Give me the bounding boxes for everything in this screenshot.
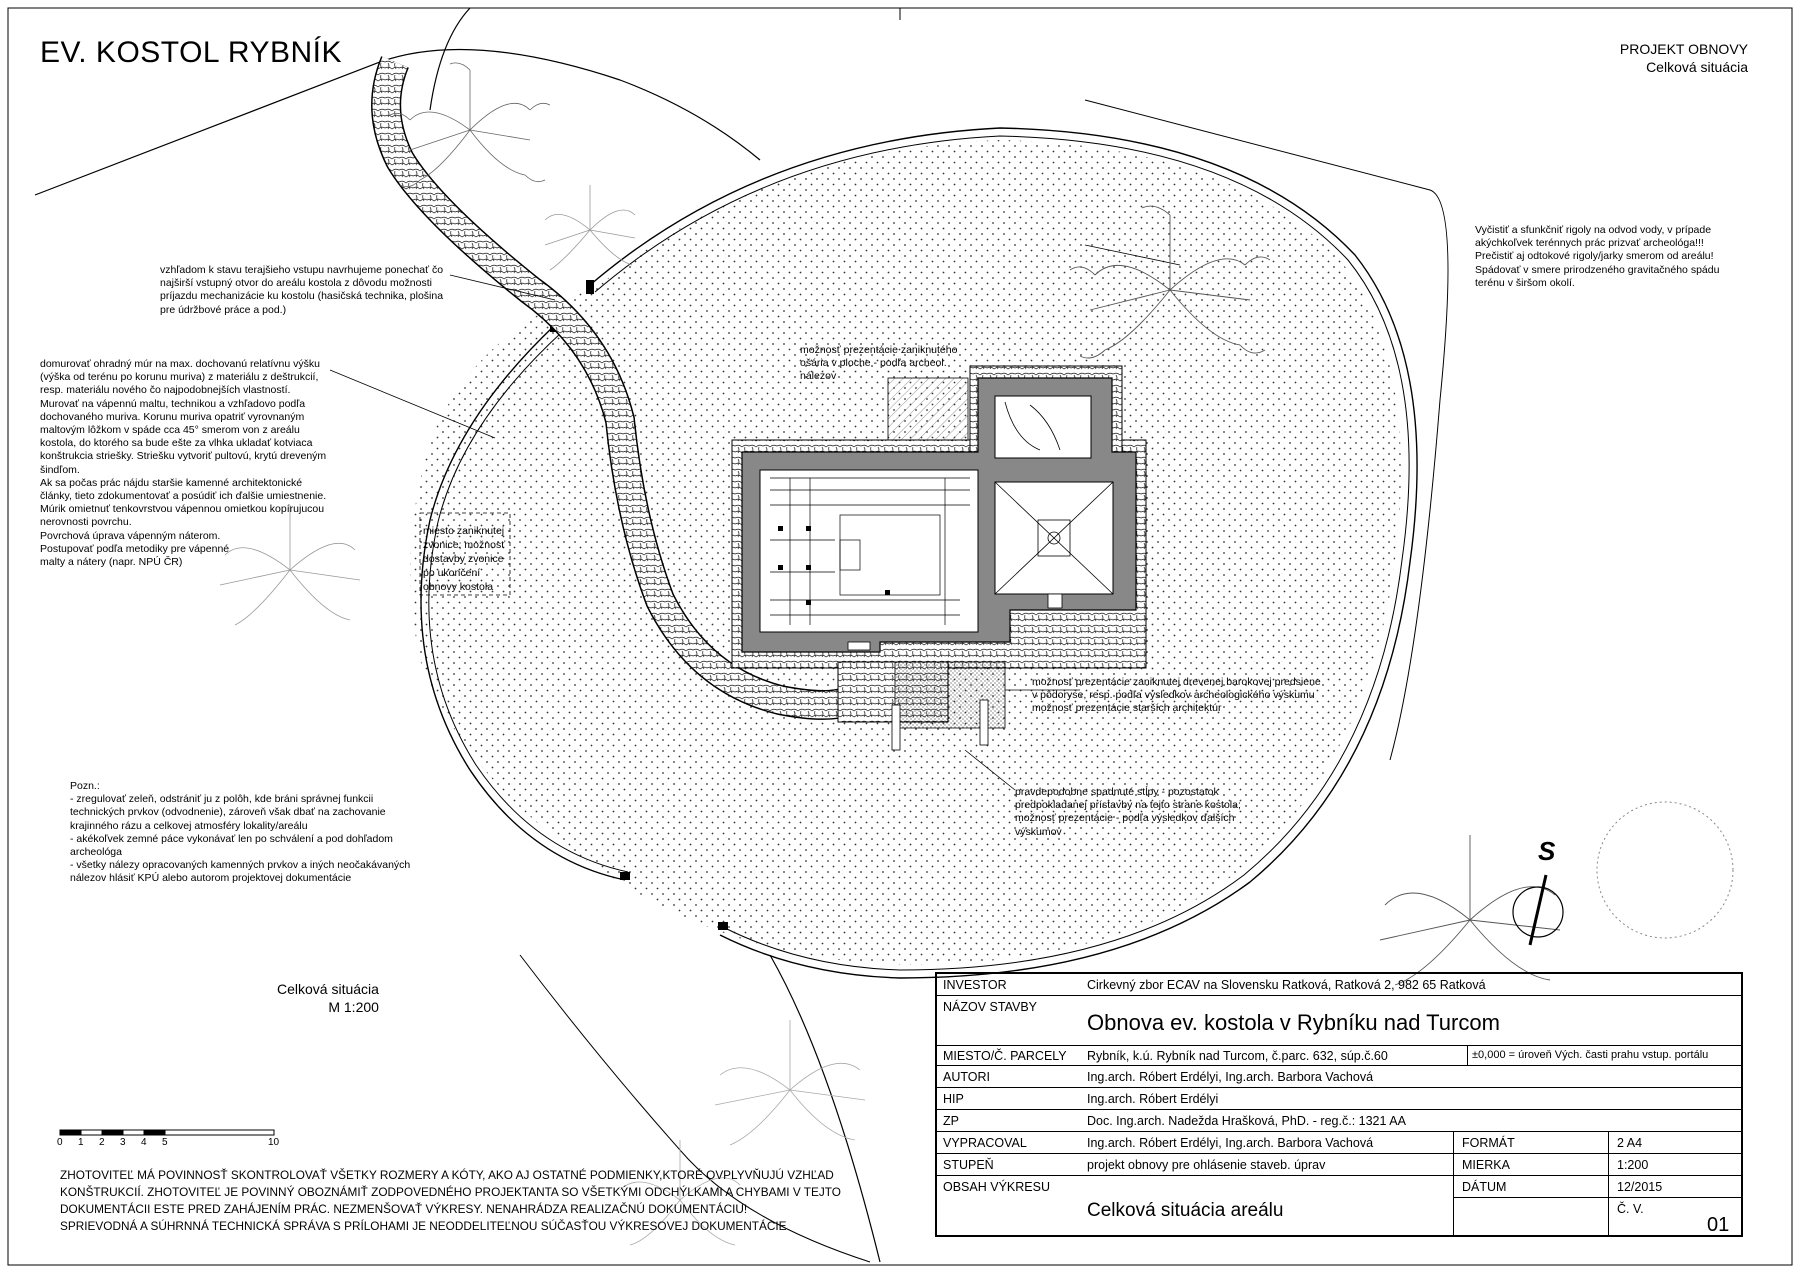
tb-label: STUPEŇ [943,1158,994,1172]
disclaimer-line: ZHOTOVITEĽ MÁ POVINNOSŤ SKONTROLOVAŤ VŠETKY ROZMERY A KÓTY, AKO AJ OSTATNÉ PODMIENKY,KTORÉ OVPLYVŇUJÚ VZHĽAD [60,1168,834,1182]
project-line-1: PROJEKT OBNOVY [1619,41,1748,57]
tree [715,1020,865,1145]
note-line: po ukončení [423,567,481,579]
note-line: pre údržbové práce a pod.) [160,303,287,316]
tb-label: MIERKA [1462,1158,1510,1172]
note-line: predpokladanej prístavby na tejto strane kostola; [1015,799,1241,812]
tb-label: ZP [943,1114,959,1128]
note-line: archeológa [70,846,122,859]
project-label [1620,40,1748,76]
note-line: možnosť prezentácie starších architektúr [1032,702,1222,715]
shed-area [888,378,968,440]
tb-value: Doc. Ing.arch. Nadežda Hrašková, PhD. - reg.č.: 1321 AA [1087,1114,1406,1128]
tower-door [1048,594,1062,608]
note-line: šindľom. [40,463,80,476]
note-line: obnovy kostola [423,581,494,593]
tb-value: Rybník, k.ú. Rybník nad Turcom, č.parc. 632, súp.č.60 [1087,1049,1388,1063]
tb-label: OBSAH VÝKRESU [943,1180,1050,1194]
tb-label: AUTORI [943,1070,990,1084]
tb-value: Ing.arch. Róbert Erdélyi, Ing.arch. Barbora Vachová [1087,1070,1374,1084]
tb-level: ±0,000 = úroveň Vých. časti prahu vstup. portálu [1472,1049,1709,1061]
scale-tick: 4 [141,1137,147,1148]
tb-row-prepared [937,1132,1741,1154]
note-line: príjazdu mechanizácie ku kostolu (hasičská technika, plošina [160,290,444,303]
scale-tick: 0 [57,1137,63,1148]
fallen-pillar [980,700,988,745]
scale-tick: 10 [268,1137,280,1148]
note-line: Spádovať v smere prirodzeného gravitačného spádu [1475,263,1720,276]
note-line: resp. materiálu nového čo najpodobnejších vlastností. [40,384,291,397]
disclaimer-line: DOKUMENTÁCII ESTE PRED ZAHÁJENÍM PRÁC. NEZMENŠOVAŤ VÝKRESY. NENAHRÁDZA REALIZAČNÚ DOKUMENTÁCIU! [60,1202,748,1216]
scale-tick: 1 [78,1137,84,1148]
page-title: EV. KOSTOL RYBNÍK [40,36,342,69]
tb-label: Č. V. [1617,1202,1644,1216]
note-line: - akékoľvek zemné páce vykonávať len po schválení a pod dohľadom [70,832,393,845]
shed-note [800,344,957,384]
porch-area [895,662,1005,728]
note-line: možnosť prezentácie - podľa výsledkov ďalších [1015,812,1235,825]
tb-row-investor [937,974,1741,996]
remarks-note [70,780,410,886]
note-line: najširší vstupný otvor do areálu kostola z dôvodu možnosti [160,277,432,290]
disclaimer [60,1167,841,1235]
note-line: dostavby zvonice [423,553,504,565]
scale-bar [60,1130,274,1135]
tb-value: Ing.arch. Róbert Erdélyi, Ing.arch. Barbora Vachová [1087,1136,1374,1150]
note-line: terénu v širšom okolí. [1475,276,1575,289]
note-line: kostola, do ktorého sa bude ešte za vlhka ukladať kotviaca [40,437,313,450]
terrain-line [430,8,470,110]
disclaimer-line: KONŠTRUKCIÍ. ZHOTOVITEĽ JE POVINNÝ OBOZNÁMIŤ ZODPOVEDNÉHO PROJEKTANTA SO VŠETKÝMI ODCHÝLKAMI A CHYBAMI V TEJTO [60,1185,841,1199]
note-line: nálezov hlásiť KPÚ alebo autorom projektovej dokumentácie [70,872,352,885]
note-line: pravdepodobne spadnuté stĺpy - pozostatok [1015,786,1219,798]
dotted-circle [1597,802,1733,938]
scale-tick: 2 [99,1137,105,1148]
tb-label: MIESTO/Č. PARCELY [943,1049,1067,1063]
note-line: výskumov [1015,825,1062,838]
belfry-note [423,524,505,594]
tb-drawing-content: Celková situácia areálu [1087,1200,1284,1221]
tb-row-hip [937,1088,1741,1110]
tb-label: NÁZOV STAVBY [943,1000,1038,1014]
tb-divider [1453,1132,1454,1235]
note-line: maltovým lôžkom v spáde cca 45° smerom von z areálu [40,424,300,437]
tb-row-content [937,1176,1741,1237]
note-line: Postupovať podľa metodiky pre vápenné [40,542,230,555]
note-line: - všetky nálezy opracovaných kamenných prvkov a iných neočakávaných [70,859,411,872]
note-line: nerovnosti povrchu. [40,516,132,529]
porch-note [1032,676,1321,716]
tb-value: 2 A4 [1617,1136,1643,1150]
tb-building-name: Obnova ev. kostola v Rybníku nad Turcom [1087,1010,1500,1035]
note-line: konštrukcia striešky. Striešku vytvoriť pultovú, krytú dreveným [40,450,327,463]
note-line: v pôdoryse, resp. podľa výsledkov archeologického výskumu [1032,689,1315,702]
note-line: možnosť prezentácie zaniknutej drevenej barokovej predsiene [1032,676,1321,688]
tb-value: 1:200 [1617,1158,1649,1172]
note-line: miesto zaniknutej [423,525,505,537]
wall-end [718,922,728,930]
tb-label: VYPRACOVAL [943,1136,1027,1150]
note-line: ošária v ploche - podľa archeol. [800,357,947,370]
note-line: Murovať na vápennú maltu, technikou a vzhľadovo podľa [40,397,306,410]
tb-drawing-number: 01 [1707,1214,1730,1236]
note-line: dochovaného muriva. Korunu muriva opatriť vyrovnaným [40,410,305,423]
tb-value: projekt obnovy pre ohlásenie staveb. úprav [1087,1158,1326,1172]
tb-label: INVESTOR [943,978,1007,992]
note-line: Vyčistiť a sfunkčniť rigoly na odvod vody, v prípade [1475,224,1712,236]
tb-row-zp [937,1110,1741,1132]
note-line: možnosť prezentácie zaniknutého [800,344,958,356]
tb-value: Cirkevný zbor ECAV na Slovensku Ratková, Ratková 2, 982 65 Ratková [1087,978,1486,992]
note-line: Ak sa počas prác nájdu staršie kamenné architektonické [40,476,303,489]
sacristy-interior [995,396,1091,458]
tb-divider [1608,1132,1609,1235]
scale-tick: 5 [162,1137,168,1148]
scale-label [277,980,379,1016]
disclaimer-line: SPRIEVODNÁ A SÚHRNNÁ TECHNICKÁ SPRÁVA S PRÍLOHAMI JE NEODDELITEĽNOU SÚČASŤOU VÝKRESOVEJ DOKUMENTÁCIE [60,1219,787,1233]
tb-divider [1467,1046,1468,1066]
tb-row-stage [937,1154,1741,1176]
note-line: domurovať ohradný múr na max. dochovanú relatívnu výšku [40,358,320,370]
scale-tick: 3 [120,1137,126,1148]
note-line: (výška od terénu po korunu muriva) z materiálu z deštrukcií, [40,371,319,384]
title-block [935,972,1743,1237]
note-line: nálezov [800,370,837,383]
note-line: - zregulovať zeleň, odstrániť ju z polôh, kde bráni správnej funkcii [70,793,374,806]
note-line: vzhľadom k stavu terajšieho vstupu navrhujeme ponechať čo [160,264,444,276]
note-line: Prečistiť aj odtokové rigoly/jarky smerom od areálu! [1475,250,1714,263]
tb-row-authors [937,1066,1741,1088]
note-line: technických prvkov (odvodnenie), zároveň však dbať na zachovanie [70,806,386,819]
note-line: Povrchová úprava vápenným náterom. [40,529,221,542]
wall-note [40,358,326,569]
note-line: krajinného rázu a celkovej atmosféry lokality/areálu [70,819,308,832]
note-line: zvonice; možnosť [423,539,506,551]
tb-value: 12/2015 [1617,1180,1663,1194]
wall-end [620,872,630,880]
pillars-note [1015,786,1241,839]
wall-end [586,280,594,294]
tb-label: DÁTUM [1462,1180,1507,1194]
entrance-threshold [848,642,870,650]
tree [1380,835,1560,985]
tb-value: Ing.arch. Róbert Erdélyi [1087,1092,1219,1106]
drainage-note [1475,224,1719,290]
scale-label-line: M 1:200 [328,999,379,1015]
tb-label: FORMÁT [1462,1136,1515,1150]
scale-label-line: Celková situácia [277,981,379,997]
tb-label: HIP [943,1092,964,1106]
note-line: články, tieto zdokumentovať a posúdiť ich ďalšie umiestnenie. [40,490,327,503]
note-line: malty a nátery (napr. NPÚ ČR) [40,556,183,569]
tree [545,185,635,270]
north-letter: S [1538,836,1556,866]
note-line: Múrik omietnuť tenkovrstvou vápennou omietkou kopírujucou [40,503,325,516]
project-line-2: Celková situácia [1646,59,1748,75]
fallen-pillar [892,705,900,750]
tb-row-place [937,1046,1741,1066]
entrance-note [160,264,443,317]
tb-row-name [937,996,1741,1046]
note-line: Pozn.: [70,780,100,792]
note-line: akýchkoľvek terénnych prác prizvať archeológa!!! [1475,237,1704,250]
north-arrow [1513,875,1563,945]
